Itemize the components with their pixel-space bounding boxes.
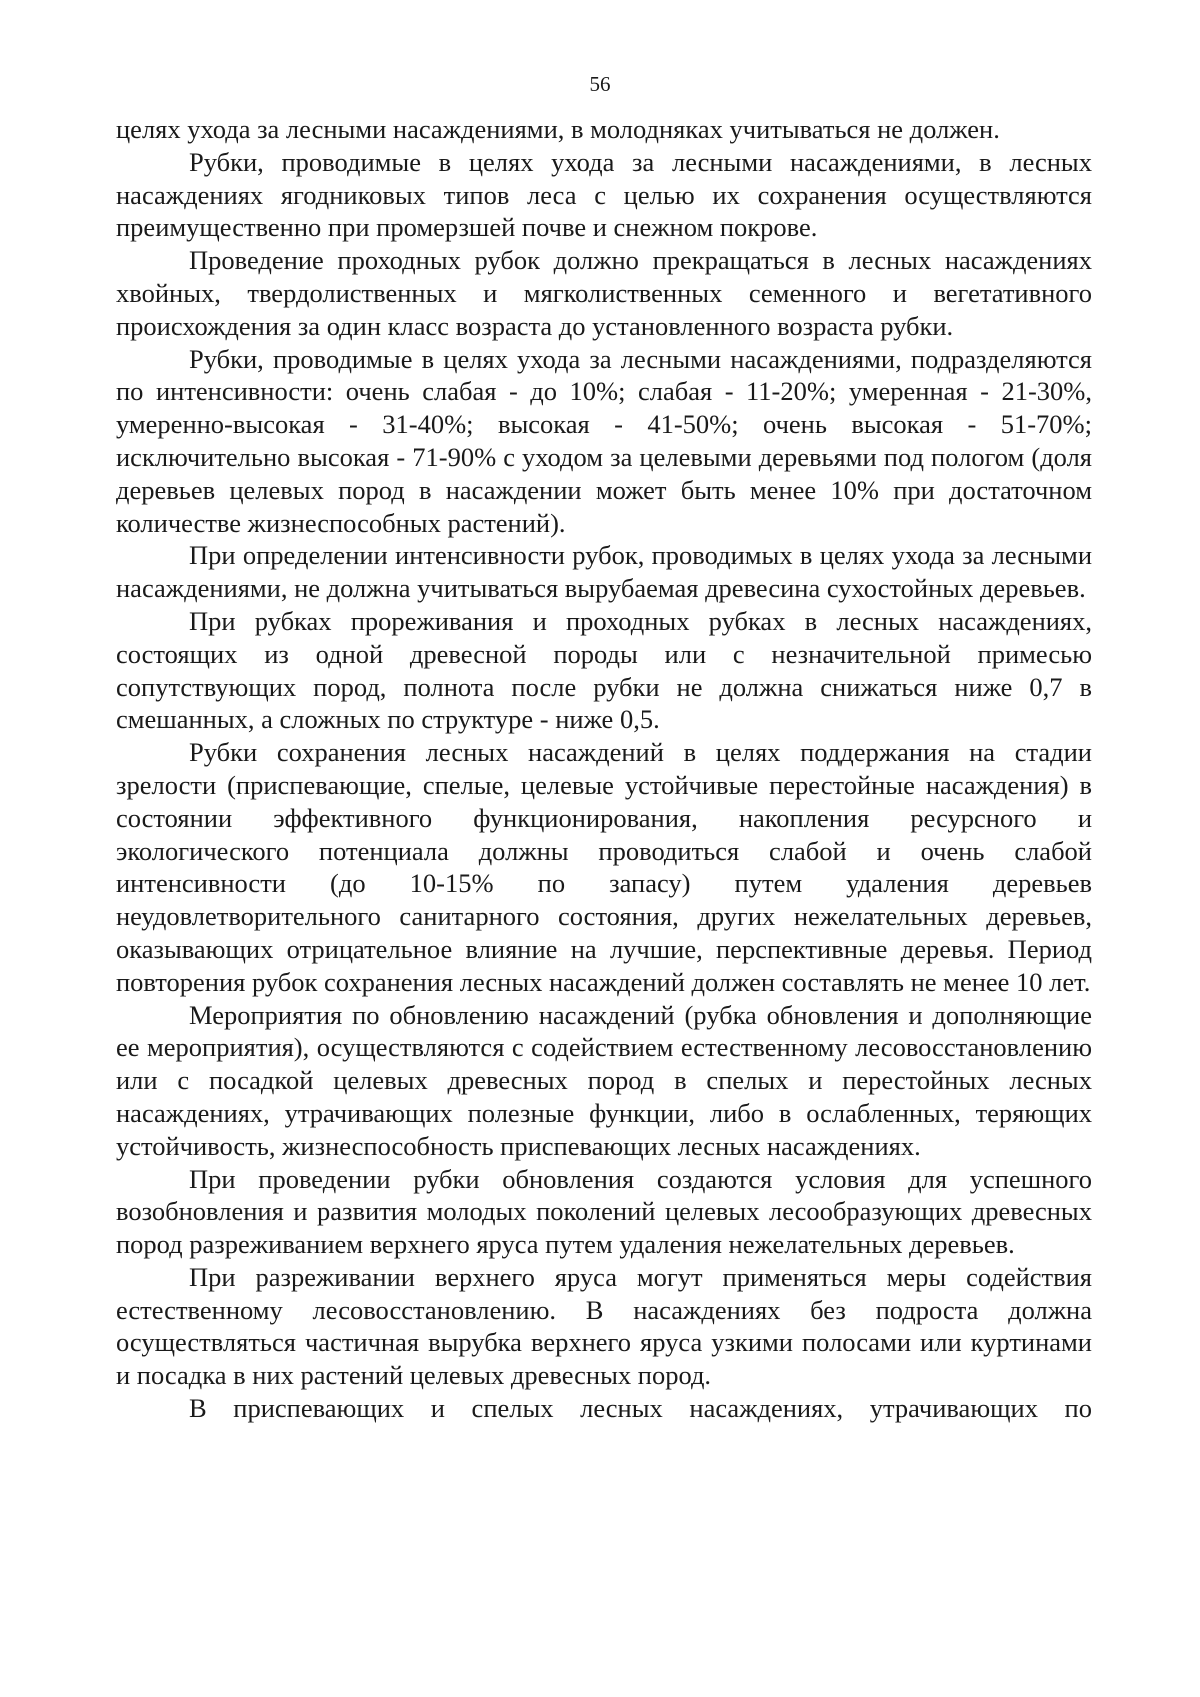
paragraph-passage-cuttings: Проведение проходных рубок должно прекращаться в лесных насаждениях хвойных, твердолиственных и мягколиственных семенного и вегетативного происхождения за один класс возраста до установленного возраста рубки.	[116, 245, 1092, 341]
document-body	[116, 113, 1092, 1425]
paragraph-intensity-levels: Рубки, проводимые в целях ухода за лесными насаждениями, подразделяются по интенсивности: очень слабая - до 10%; слабая - 11-20%; умеренная - 21-30%, умеренно-высокая - 31-40%; высокая - 41-50%; очень высокая - 51-70%; исключительно высокая - 71-90% с уходом за целевыми деревьями под пологом (доля деревьев целевых пород в насаждении может быть менее 10% при достаточном количестве жизнеспособных растений).	[116, 343, 1092, 538]
paragraph-conservation-cuttings: Рубки сохранения лесных насаждений в целях поддержания на стадии зрелости (приспевающие, спелые, целевые устойчивые перестойные насаждения) в состоянии эффективного функционирования, накопления ресурсного и экологического потенциала должны проводиться слабой и очень слабой интенсивности (до 10-15% по запасу) путем удаления деревьев неудовлетворительного санитарного состояния, других нежелательных деревьев, оказывающих отрицательное влияние на лучшие, перспективные деревья. Период повторения рубок сохранения лесных насаждений должен составлять не менее 10 лет.	[116, 737, 1092, 997]
page-number: 56	[589, 72, 611, 96]
paragraph-winter-cutting: Рубки, проводимые в целях ухода за лесными насаждениями, в лесных насаждениях ягодниковых типов леса с целью их сохранения осуществляются преимущественно при промерзшей почве и снежном покрове.	[116, 146, 1092, 243]
paragraph-continues-next-page: В приспевающих и спелых лесных насаждениях, утрачивающих по	[189, 1393, 1092, 1424]
paragraph-renewal-measures: Мероприятия по обновлению насаждений (рубка обновления и дополняющие ее мероприятия), осуществляются с содействием естественному лесовосстановлению или с посадкой целевых древесных пород в спелых и перестойных лесных насаждениях, утрачивающих полезные функции, либо в ослабленных, теряющих устойчивость, жизнеспособность приспевающих лесных насаждениях.	[116, 999, 1092, 1161]
paragraph-continuation: целях ухода за лесными насаждениями, в молодняках учитываться не должен.	[116, 114, 1000, 144]
paragraph-upper-layer-thinning: При разреживании верхнего яруса могут применяться меры содействия естественному лесовосстановлению. В насаждениях без подроста должна осуществляться частичная вырубка верхнего яруса узкими полосами или куртинами и посадка в них растений целевых древесных пород.	[116, 1261, 1092, 1391]
paragraph-stand-density: При рубках прореживания и проходных рубках в лесных насаждениях, состоящих из одной древесной породы или с незначительной примесью сопутствующих пород, полнота после рубки не должна снижаться ниже 0,7 в смешанных, а сложных по структуре - ниже 0,5.	[116, 605, 1092, 735]
paragraph-renewal-conditions: При проведении рубки обновления создаются условия для успешного возобновления и развития молодых поколений целевых лесообразующих древесных пород разреживанием верхнего яруса путем удаления нежелательных деревьев.	[116, 1163, 1092, 1260]
paragraph-deadwood-exclusion: При определении интенсивности рубок, проводимых в целях ухода за лесными насаждениями, не должна учитываться вырубаемая древесина сухостойных деревьев.	[116, 540, 1092, 604]
